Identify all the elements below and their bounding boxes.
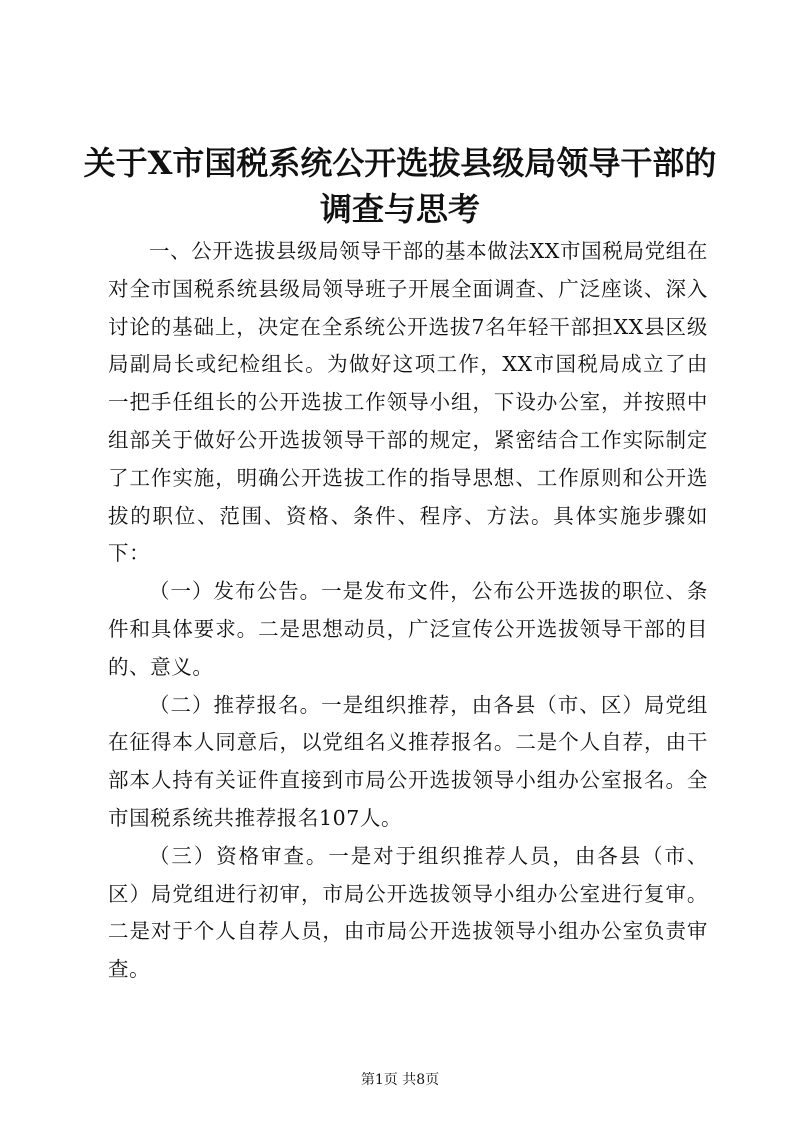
page-footer: 第1页 共8页 (360, 1072, 440, 1088)
document-body (108, 233, 708, 989)
paragraph-announcement: （一）发布公告。一是发布文件，公布公开选拔的职位、条件和具体要求。二是思想动员，广泛宣传公开选拔领导干部的目的、意义。 (108, 579, 708, 679)
paragraph-qualification-review: （三）资格审查。一是对于组织推荐人员，由各县（市、区）局党组进行初审，市局公开选拔领导小组办公室进行复审。二是对于个人自荐人员，由市局公开选拔领导小组办公室负责审查。 (108, 843, 708, 982)
document-title-line-1: 关于X市国税系统公开选拔县级局领导干部的 (83, 144, 717, 182)
paragraph-basic-approach: 一、公开选拔县级局领导干部的基本做法XX市国税局党组在对全市国税系统县级局领导班子开展全面调查、广泛座谈、深入讨论的基础上，决定在全系统公开选拔7名年轻干部担XX县区级局副局长或纪检组长。为做好这项工作，XX市国税局成立了由一把手任组长的公开选拔工作领导小组，下设办公室，并按照中组部关于做好公开选拔领导干部的规定，紧密结合工作实际制定了工作实施，明确公开选拔工作的指导思想、工作原则和公开选拔的职位、范围、资格、条件、程序、方法。具体实施步骤如下： (108, 239, 708, 566)
document-title-line-2: 调查与思考 (319, 190, 480, 228)
paragraph-registration: （二）推荐报名。一是组织推荐，由各县（市、区）局党组在征得本人同意后，以党组名义推荐报名。二是个人自荐，由干部本人持有关证件直接到市局公开选拔领导小组办公室报名。全市国税系统共推荐报名107人。 (108, 692, 708, 830)
